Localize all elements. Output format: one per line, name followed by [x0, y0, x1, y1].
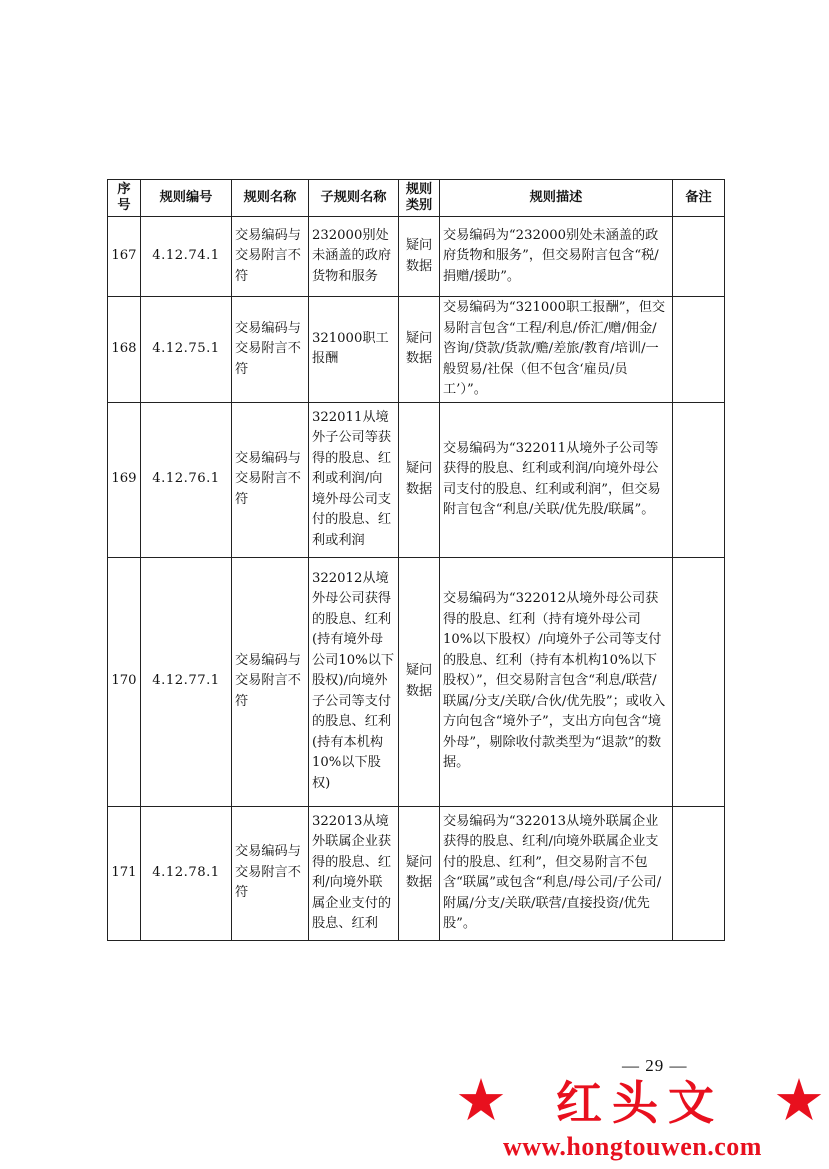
row-serial: 168: [108, 297, 141, 403]
header-rule-category: 规则类别: [399, 180, 440, 217]
row-rule-name: 交易编码与交易附言不符: [232, 557, 309, 806]
table-row: [108, 217, 725, 297]
header-sub-rule-name: 子规则名称: [309, 180, 399, 217]
row-rule-code: 4.12.75.1: [141, 297, 232, 403]
watermark-banner: [455, 1066, 825, 1134]
row-serial: 171: [108, 806, 141, 940]
star-icon: ★: [455, 1066, 507, 1134]
row-rule-category: 疑问数据: [399, 557, 440, 806]
header-rule-description: 规则描述: [440, 180, 673, 217]
row-rule-description: 交易编码为“322013从境外联属企业获得的股息、红利/向境外联属企业支付的股息、红利”，但交易附言不包含“联属”或包含“利息/母公司/子公司/附属/分支/关联/联营/直接投资/优先股”。: [440, 806, 673, 940]
rules-table: [107, 179, 725, 941]
table-row: [108, 402, 725, 557]
watermark-text: 红头文: [556, 1076, 724, 1130]
row-rule-category: 疑问数据: [399, 297, 440, 403]
row-rule-name: 交易编码与交易附言不符: [232, 297, 309, 403]
row-rule-description: 交易编码为“322012从境外母公司获得的股息、红利（持有境外母公司10%以下股权）/向境外子公司等支付的股息、红利（持有本机构10%以下股权）”，但交易附言包含“利息/联营/联属/分支/关联/合伙/优先股”；或收入方向包含“境外子”，支出方向包含“境外母”，剔除收付款类型为“退款”的数据。: [440, 557, 673, 806]
row-remarks: [673, 402, 725, 557]
row-rule-description: 交易编码为“322011从境外子公司等获得的股息、红利或利润/向境外母公司支付的股息、红利或利润”，但交易附言包含“利息/关联/优先股/联属”。: [440, 402, 673, 557]
row-rule-name: 交易编码与交易附言不符: [232, 806, 309, 940]
row-rule-code: 4.12.76.1: [141, 402, 232, 557]
row-rule-code: 4.12.78.1: [141, 806, 232, 940]
table-row: [108, 557, 725, 806]
row-sub-rule-name: 322013从境外联属企业获得的股息、红利/向境外联属企业支付的股息、红利: [309, 806, 399, 940]
row-sub-rule-name: 322012从境外母公司获得的股息、红利(持有境外母公司10%以下股权)/向境外子公司等支付的股息、红利(持有本机构10%以下股权): [309, 557, 399, 806]
table-row: [108, 806, 725, 940]
star-icon: ★: [773, 1066, 825, 1134]
row-sub-rule-name: 322011从境外子公司等获得的股息、红利或利润/向境外母公司支付的股息、红利或利润: [309, 402, 399, 557]
row-serial: 167: [108, 217, 141, 297]
row-serial: 170: [108, 557, 141, 806]
row-rule-description: 交易编码为“232000别处未涵盖的政府货物和服务”，但交易附言包含“税/捐赠/援助”。: [440, 217, 673, 297]
header-rule-name: 规则名称: [232, 180, 309, 217]
row-serial: 169: [108, 402, 141, 557]
header-rule-code: 规则编号: [141, 180, 232, 217]
row-rule-code: 4.12.77.1: [141, 557, 232, 806]
row-rule-name: 交易编码与交易附言不符: [232, 402, 309, 557]
row-rule-code: 4.12.74.1: [141, 217, 232, 297]
row-sub-rule-name: 321000职工报酬: [309, 297, 399, 403]
row-sub-rule-name: 232000别处未涵盖的政府货物和服务: [309, 217, 399, 297]
row-rule-category: 疑问数据: [399, 806, 440, 940]
row-remarks: [673, 297, 725, 403]
row-rule-description: 交易编码为“321000职工报酬”，但交易附言包含“工程/利息/侨汇/赠/佣金/咨询/贷款/货款/赡/差旅/教育/培训/一般贸易/社保（但不包含‘雇员/员工’）”。: [440, 297, 673, 403]
row-remarks: [673, 557, 725, 806]
row-remarks: [673, 806, 725, 940]
watermark-url: www.hongtouwen.com: [503, 1132, 762, 1161]
row-rule-category: 疑问数据: [399, 402, 440, 557]
row-rule-name: 交易编码与交易附言不符: [232, 217, 309, 297]
header-remarks: 备注: [673, 180, 725, 217]
row-rule-category: 疑问数据: [399, 217, 440, 297]
header-serial: 序号: [108, 180, 141, 217]
row-remarks: [673, 217, 725, 297]
table-header-row: [108, 180, 725, 217]
page-number: — 29 —: [622, 1056, 688, 1075]
table-row: [108, 297, 725, 403]
